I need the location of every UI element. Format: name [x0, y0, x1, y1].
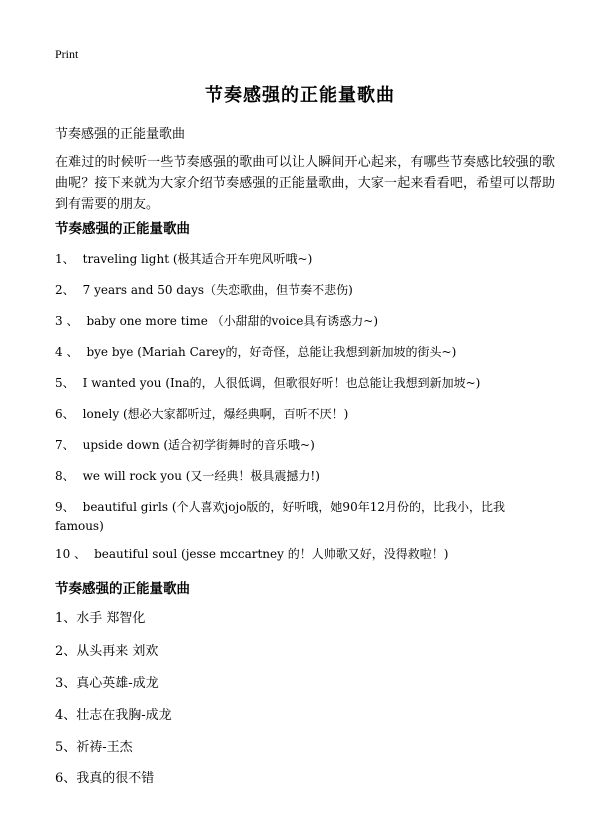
- list-item: 1、水手 郑智化: [55, 611, 146, 626]
- list-item: [55, 405, 545, 424]
- list-item: 6、我真的很不错: [55, 771, 155, 786]
- list-item-number: 8、: [55, 469, 75, 483]
- list-item: [55, 374, 545, 393]
- list-item-text: bye bye (Mariah Carey的，好奇怪，总能让我想到新加坡的街头~): [86, 345, 457, 359]
- list-item: [55, 281, 545, 300]
- list-item: [55, 545, 545, 564]
- section-heading-chinese-songs: 节奏感强的正能量歌曲: [55, 581, 190, 597]
- list-item-number: 1、: [55, 252, 75, 266]
- list-item-text: beautiful girls (个人喜欢jojo版的，好听哦，她90年12月份的，比我小，比我famous): [55, 500, 505, 533]
- list-item-text: upside down (适合初学街舞时的音乐哦~): [82, 438, 315, 452]
- list-item: [55, 498, 545, 536]
- subtitle: 节奏感强的正能量歌曲: [55, 127, 186, 142]
- list-item-text: we will rock you (又一经典！极具震撼力!): [82, 469, 320, 483]
- list-item: 4、壮志在我胸-成龙: [55, 708, 172, 723]
- list-item: [55, 312, 545, 331]
- list-item: 2、从头再来 刘欢: [55, 644, 159, 659]
- list-item-number: 4 、: [55, 345, 79, 359]
- section-heading-english-songs: 节奏感强的正能量歌曲: [55, 221, 190, 237]
- list-item-number: 9、: [55, 500, 75, 514]
- list-item-text: baby one more time （小甜甜的voice具有诱惑力~): [86, 314, 379, 328]
- list-item: [55, 467, 545, 486]
- list-item: [55, 250, 545, 269]
- list-item: [55, 436, 545, 455]
- list-item: 5、祈祷-王杰: [55, 740, 133, 755]
- list-item-text: I wanted you (Ina的，人很低调，但歌很好听！也总能让我想到新加坡~): [82, 376, 481, 390]
- list-item-number: 2、: [55, 283, 75, 297]
- page-title: 节奏感强的正能量歌曲: [205, 85, 395, 106]
- print-label: Print: [55, 47, 79, 61]
- list-item-text: traveling light (极其适合开车兜风听哦~): [82, 252, 313, 266]
- list-item-number: 10 、: [55, 547, 87, 561]
- list-item-text: lonely (想必大家都听过，爆经典啊，百听不厌！): [82, 407, 349, 421]
- list-item-number: 3 、: [55, 314, 79, 328]
- intro-paragraph: 在难过的时候听一些节奏感强的歌曲可以让人瞬间开心起来，有哪些节奏感比较强的歌曲呢？接下来就为大家介绍节奏感强的正能量歌曲，大家一起来看看吧，希望可以帮助到有需要的朋友。: [55, 155, 555, 212]
- list-item-number: 6、: [55, 407, 75, 421]
- list-item-number: 7、: [55, 438, 75, 452]
- list-item: [55, 343, 545, 362]
- list-item: 3、真心英雄-成龙: [55, 676, 159, 691]
- list-item-number: 5、: [55, 376, 75, 390]
- list-item-text: beautiful soul (jesse mccartney 的！人帅歌又好，没得救啦！): [94, 547, 449, 561]
- list-item-text: 7 years and 50 days（失恋歌曲，但节奏不悲伤): [82, 283, 353, 297]
